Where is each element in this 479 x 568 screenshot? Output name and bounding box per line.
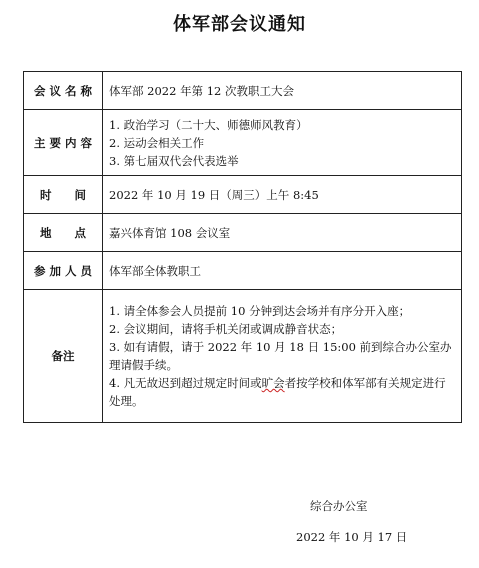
meeting-name-value: 体军部 2022 年第 12 次教职工大会 (103, 72, 462, 110)
content-item: 1. 政治学习（二十大、师德师风教育） (109, 117, 308, 132)
remark-4-text-end: 者按学校和体军部有关规定进行处理。 (109, 376, 446, 408)
notice-table (23, 71, 462, 423)
remarks-list (103, 290, 462, 423)
place-row (24, 214, 462, 252)
remark-item-4 (109, 374, 455, 410)
attendees-value: 体军部全体教职工 (103, 252, 462, 290)
spellcheck-marked-text: 旷会 (261, 376, 285, 390)
main-content-row (24, 110, 462, 176)
content-item: 3. 第七届双代会代表选举 (109, 153, 239, 168)
issuing-office: 综合办公室 (310, 499, 368, 513)
time-value: 2022 年 10 月 19 日（周三）上午 8:45 (103, 176, 462, 214)
time-row (24, 176, 462, 214)
place-value: 嘉兴体育馆 108 会议室 (103, 214, 462, 252)
place-label: 地 点 (24, 214, 103, 252)
remark-4-text-start: 4. 凡无故迟到超过规定时间或 (109, 376, 262, 390)
remarks-label: 备注 (24, 290, 103, 423)
meeting-name-label: 会议名称 (24, 72, 103, 110)
remarks-row (24, 290, 462, 423)
remark-item: 3. 如有请假，请于 2022 年 10 月 18 日 15:00 前到综合办公室办理请假手续。 (109, 340, 452, 372)
document-title: 体军部会议通知 (173, 14, 306, 35)
remark-item: 1. 请全体参会人员提前 10 分钟到达会场并有序分开入座； (109, 304, 411, 318)
meeting-name-row (24, 72, 462, 110)
content-item: 2. 运动会相关工作 (109, 135, 205, 150)
main-content-label: 主要内容 (24, 110, 103, 176)
remark-item: 2. 会议期间，请将手机关闭或调成静音状态； (109, 322, 343, 336)
time-label: 时 间 (24, 176, 103, 214)
attendees-row (24, 252, 462, 290)
issue-date: 2022 年 10 月 17 日 (296, 530, 408, 544)
attendees-label: 参加人员 (24, 252, 103, 290)
main-content-list (103, 110, 462, 176)
